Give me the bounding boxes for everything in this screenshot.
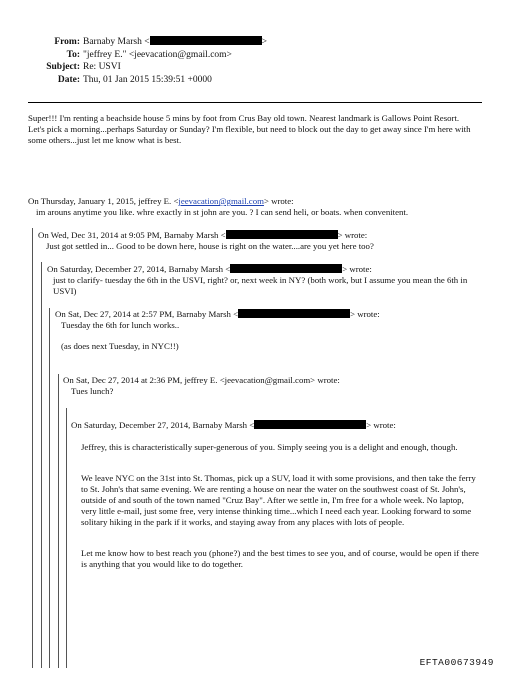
- quote-4-text-1: Tuesday the 6th for lunch works..: [61, 320, 180, 330]
- quote-2-attribution: On Wed, Dec 31, 2014 at 9:05 PM, Barnaby Marsh < > wrote:: [38, 230, 368, 240]
- body-line-1: Super!!! I'm renting a beachside house 5 mins by foot from Crus Bay old town. Nearest landmark is Gallows Point Resort.: [28, 113, 460, 123]
- quote-4: [55, 309, 483, 352]
- from-row: [28, 36, 267, 49]
- quote-3-attribution: On Saturday, December 27, 2014, Barnaby Marsh < > wrote:: [47, 264, 372, 274]
- date-value: Thu, 01 Jan 2015 15:39:51 +0000: [83, 74, 212, 85]
- to-row: [28, 49, 267, 62]
- quote-5-text: Tues lunch?: [71, 386, 114, 396]
- subject-value: Re: USVI: [83, 62, 121, 72]
- from-label: From:: [54, 37, 80, 47]
- quote-3-text: just to clarify- tuesday the 6th in the USVI, right? or, next week in NY? (both work, but I assume you mean the 6th in USVI): [53, 275, 468, 296]
- quote-5-attribution: On Sat, Dec 27, 2014 at 2:36 PM, jeffrey E. <jeevacation@gmail.com> wrote:: [63, 375, 340, 385]
- quote-1-attribution: On Thursday, January 1, 2015, jeffrey E. <jeevacation@gmail.com> wrote:: [28, 196, 294, 206]
- quote-2: [38, 230, 484, 252]
- date-label: Date:: [57, 74, 80, 85]
- redaction-bar: [230, 264, 342, 273]
- redaction-bar: [150, 36, 262, 45]
- quote-4-attribution: On Sat, Dec 27, 2014 at 2:57 PM, Barnaby Marsh < > wrote:: [55, 309, 380, 319]
- quote-1-text: im arouns anytime you like. whre exactly in st john are you. ? I can send heli, or boats. when convenitent.: [36, 207, 409, 217]
- email-body: [28, 113, 484, 146]
- to-value: "jeffrey E." <jeevacation@gmail.com>: [83, 49, 232, 60]
- date-row: [28, 74, 267, 87]
- quote-2-text: Just got settled in... Good to be down here, house is right on the water....are you yet here too?: [46, 241, 374, 251]
- email-link[interactable]: jeevacation@gmail.com: [178, 196, 264, 206]
- body-line-2: Let's pick a morning...perhaps Saturday or Sunday? I'm flexible, but need to block out the day to get away since I'm here with some others...just let me know what is best.: [28, 124, 471, 145]
- quote-6-attribution: On Saturday, December 27, 2014, Barnaby Marsh < > wrote:: [71, 420, 396, 430]
- quote-5: [63, 375, 483, 397]
- to-label: To:: [66, 49, 80, 60]
- from-value: Barnaby Marsh <: [83, 37, 150, 47]
- subject-label: Subject:: [46, 62, 80, 72]
- quote-1: [28, 196, 488, 218]
- quote-3: [47, 264, 483, 297]
- document-id: EFTA00673949: [419, 657, 494, 668]
- quote-6-para-2: We leave NYC on the 31st into St. Thomas, pick up a SUV, load it with some provisions, and then take the ferry to St. John's that same evening. We are renting a house on near the water on the southwest coast of St. John's, outside of and south of the town named "Cruz Bay". After we settle in, I'm free for a whole week. No laptop, very little e-mail, just some free, very intense thinking time...which I need each year. Looking forward to some solitary hiking in the park if it works, and staying away from any places with lots of people.: [81, 473, 476, 527]
- quote-6-para-1: Jeffrey, this is characteristically super-generous of you. Simply seeing you is a delight and enough, though.: [81, 442, 458, 452]
- redaction-bar: [226, 230, 338, 239]
- quote-6-body: [81, 442, 481, 570]
- quote-6: [71, 420, 483, 431]
- subject-row: [28, 61, 267, 74]
- email-header: [28, 36, 267, 86]
- from-close: >: [261, 37, 267, 47]
- redaction-bar: [254, 420, 366, 429]
- quote-4-text-2: (as does next Tuesday, in NYC!!): [61, 341, 179, 351]
- header-divider: [28, 102, 482, 103]
- redaction-bar: [238, 309, 350, 318]
- quote-6-para-3: Let me know how to best reach you (phone?) and the best times to see you, and of course, would be open if there is anything that you would like to do together.: [81, 548, 479, 569]
